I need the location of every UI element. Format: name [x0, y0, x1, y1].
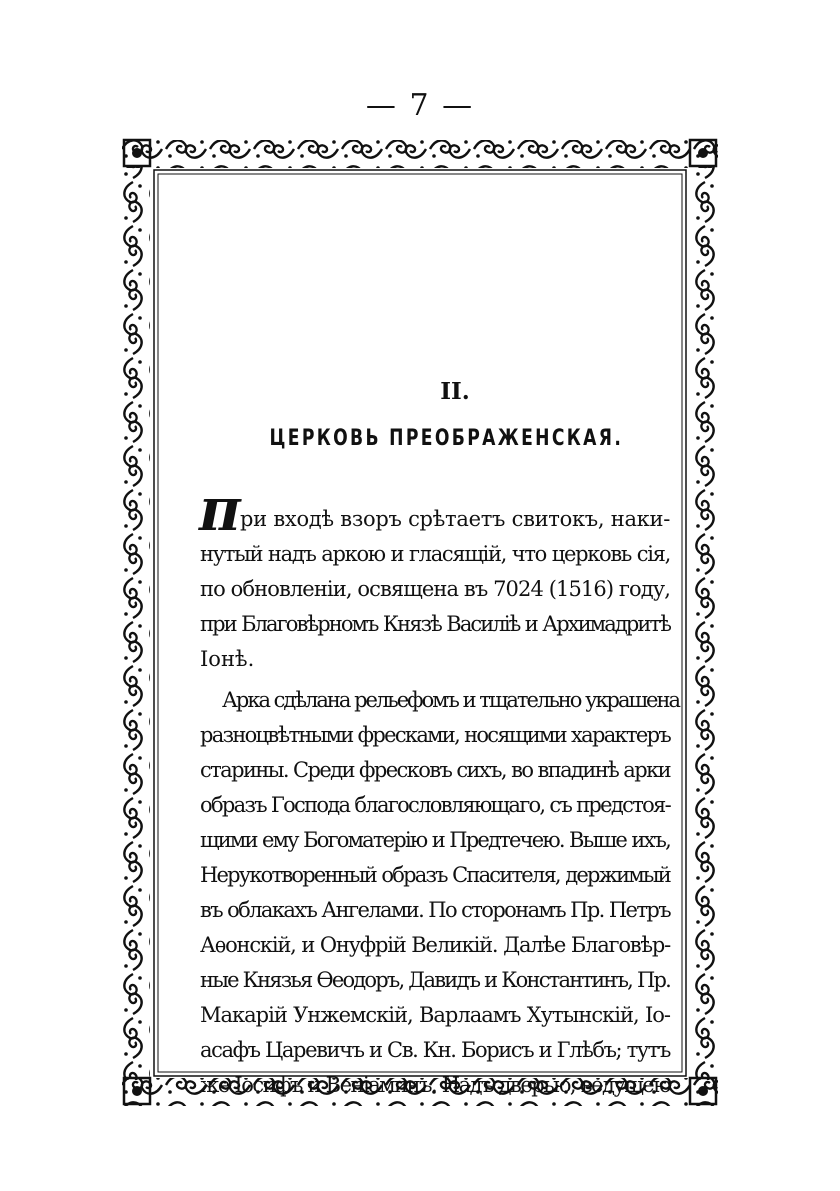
- text-line: разноцвѣтными фресками, носящими характеръ: [200, 723, 670, 747]
- drop-cap: П: [200, 491, 240, 540]
- chapter-title: ЦЕРКОВЬ ПРЕОБРАЖЕНСКАЯ.: [269, 426, 624, 451]
- text-line: [200, 491, 670, 540]
- text-line: же Іосифъ и Веніаминъ. Надъ дверью, ведущею: [200, 1073, 670, 1097]
- chapter-number: II.: [440, 378, 470, 405]
- text-line: Арка сдѣлана рельефомъ и тщательно украшена: [222, 688, 679, 712]
- text-line: ные Князья Ѳеодоръ, Давидъ и Константинъ, Пр.: [200, 968, 670, 992]
- text-line: Нерукотворенный образъ Спасителя, держимый: [200, 863, 670, 887]
- page-number: — 7 —: [365, 88, 475, 123]
- text-line: при Благовѣрномъ Князѣ Василіѣ и Архимадритѣ: [200, 612, 670, 636]
- text-line: щими ему Богоматерію и Предтечею. Выше ихъ,: [200, 828, 670, 852]
- page-content: [200, 372, 679, 1103]
- text-line: старины. Среди фресковъ сихъ, во впадинѣ арки: [200, 758, 670, 782]
- text-line: Макарій Унжемскій, Варлаамъ Хутынскій, Іо-: [200, 1003, 670, 1027]
- text-line-content: ри входѣ взоръ срѣтаетъ свитокъ, наки-: [240, 507, 670, 531]
- text-line: асафъ Царевичъ и Св. Кн. Борисъ и Глѣбъ; тутъ: [200, 1038, 670, 1062]
- text-line: въ облакахъ Ангелами. По сторонамъ Пр. Петръ: [200, 898, 670, 922]
- text-line: нутый надъ аркою и гласящій, что церковь сія,: [200, 542, 670, 566]
- paragraph-1: [200, 491, 670, 677]
- text-line: по обновленіи, освящена въ 7024 (1516) году,: [200, 577, 670, 601]
- text-line: Іонѣ.: [200, 647, 255, 671]
- paragraph-2: [200, 683, 679, 1103]
- text-line: образъ Господа благословляющаго, съ предстоя-: [200, 793, 670, 817]
- text-line: Аѳонскій, и Онуфрій Великій. Далѣе Благовѣр-: [200, 933, 670, 957]
